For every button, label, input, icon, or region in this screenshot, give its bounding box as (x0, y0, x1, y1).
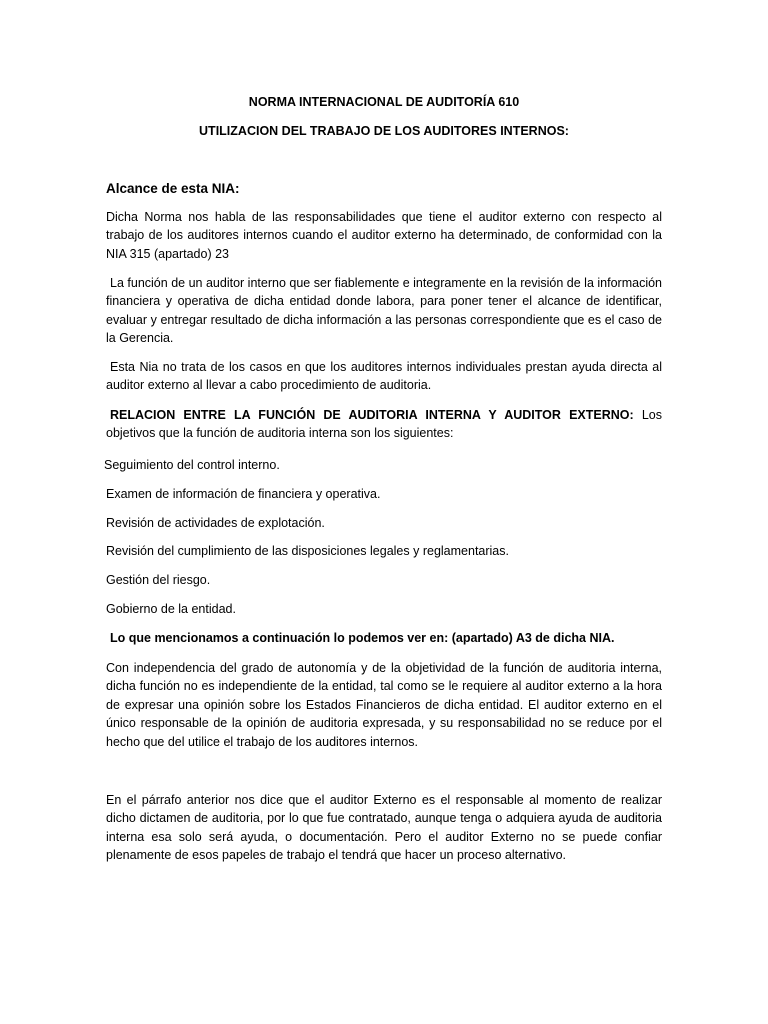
relation-text: Los objetivos que la función de auditoria interna son los siguientes: (106, 408, 662, 441)
section-heading-alcance: Alcance de esta NIA: (106, 181, 240, 196)
paragraph-nia-exclusion: Esta Nia no trata de los casos en que los auditores internos individuales prestan ayuda directa al auditor externo al llevar a cabo procedimiento de auditoria. (106, 360, 662, 393)
relation-heading: RELACION ENTRE LA FUNCIÓN DE AUDITORIA INTERNA Y AUDITOR EXTERNO: (110, 408, 634, 422)
document-title: NORMA INTERNACIONAL DE AUDITORÍA 610 (248, 95, 520, 109)
document-subtitle: UTILIZACION DEL TRABAJO DE LOS AUDITORES INTERNOS: (199, 124, 569, 138)
objective-item: Seguimiento del control interno. (104, 458, 280, 472)
reference-line: Lo que mencionamos a continuación lo podemos ver en: (apartado) A3 de dicha NIA. (110, 631, 615, 645)
paragraph-independence: Con independencia del grado de autonomía y de la objetividad de la función de auditoria interna, dicha función no es independiente de la entidad, tal como se le requiere al auditor externo a la hora de expresar una opinión sobre los Estados Financieros de dicha entidad. El auditor externo en el único responsable de la opinión de auditoria expresada, y su responsabilidad no se reduce por el hecho que del utilice el trabajo de los auditores internos. (106, 661, 662, 749)
paragraph-conclusion: En el párrafo anterior nos dice que el auditor Externo es el responsable al momento de realizar dicho dictamen de auditoria, por lo que fue contratado, aunque tenga o adquiera ayuda de auditoria interna esa solo será ayuda, o documentación. Pero el auditor Externo no se puede confiar plenamente de esos papeles de trabajo el tendrá que hacer un proceso alternativo. (106, 793, 662, 863)
objective-item: Revisión del cumplimiento de las disposiciones legales y reglamentarias. (106, 544, 509, 558)
objective-item: Gobierno de la entidad. (106, 602, 236, 616)
paragraph-scope: Dicha Norma nos habla de las responsabilidades que tiene el auditor externo con respecto al trabajo de los auditores internos cuando el auditor externo ha determinado, de conformidad con la NIA 315 (apartado) 23 (106, 210, 662, 261)
paragraph-relation (106, 406, 662, 443)
objective-item: Revisión de actividades de explotación. (106, 516, 325, 530)
objective-item: Examen de información de financiera y operativa. (106, 487, 381, 501)
objective-item: Gestión del riesgo. (106, 573, 211, 587)
paragraph-internal-auditor-function: La función de un auditor interno que ser fiablemente e integramente en la revisión de la información financiera y operativa de dicha entidad donde labora, para poner tener el alcance de identificar, evaluar y entregar resultado de dicha información a las personas correspondiente que es el caso de la Gerencia. (106, 276, 662, 346)
